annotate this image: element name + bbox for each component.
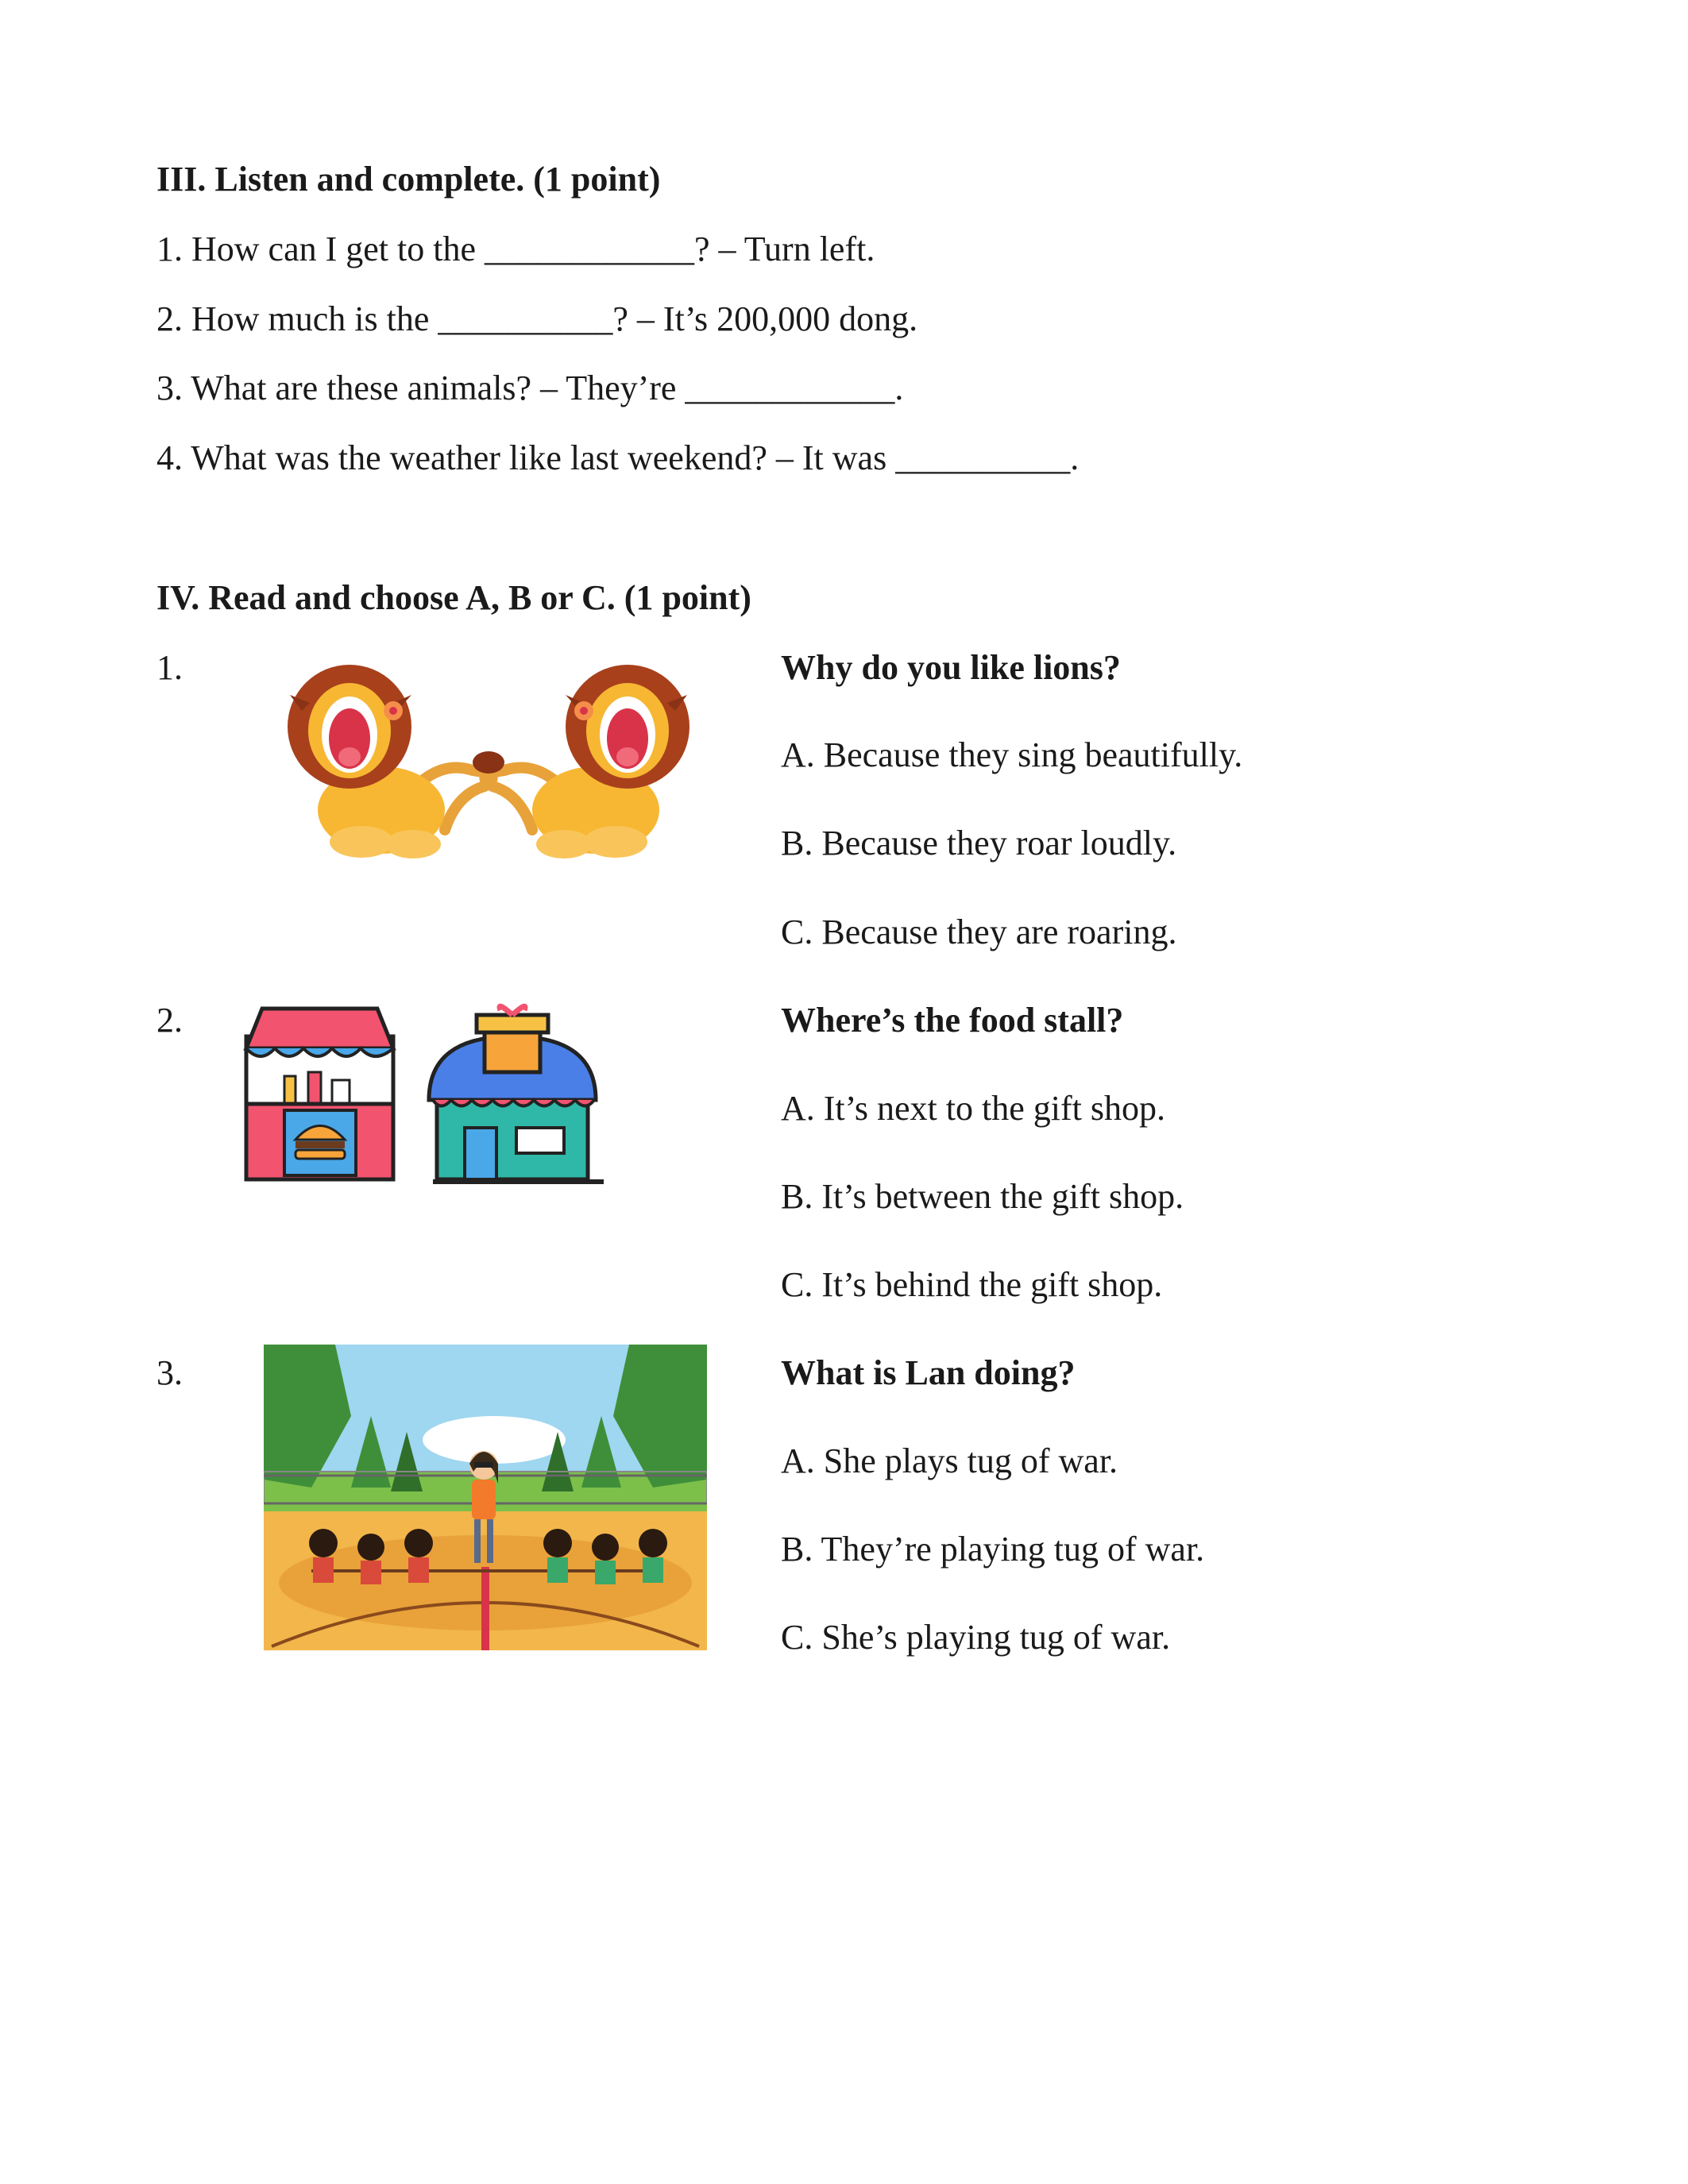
question-3-option-c[interactable]: C. She’s playing tug of war. xyxy=(781,1618,1171,1657)
question-2-option-b[interactable]: B. It’s between the gift shop. xyxy=(781,1177,1184,1216)
children-team-right xyxy=(543,1529,667,1584)
section-3-heading: III. Listen and complete. (1 point) xyxy=(156,160,661,199)
question-3-text: What is Lan doing? xyxy=(781,1353,1076,1392)
food-stall-icon xyxy=(246,1009,393,1179)
lion-left-icon xyxy=(288,665,492,859)
question-3-option-a[interactable]: A. She plays tug of war. xyxy=(781,1441,1118,1480)
gift-shop-icon xyxy=(429,1006,604,1182)
question-1-option-b[interactable]: B. Because they roar loudly. xyxy=(781,824,1177,862)
section-4-heading: IV. Read and choose A, B or C. (1 point) xyxy=(156,578,751,617)
question-2-option-a[interactable]: A. It’s next to the gift shop. xyxy=(781,1089,1165,1128)
question-2-option-c[interactable]: C. It’s behind the gift shop. xyxy=(781,1265,1163,1304)
question-1-number: 1. xyxy=(156,648,183,687)
children-team-left xyxy=(309,1529,433,1584)
tug-of-war-illustration xyxy=(264,1345,707,1650)
section-3-item-4: 4. What was the weather like last weekend? – It was __________. xyxy=(156,438,1080,477)
lion-right-icon xyxy=(485,665,689,859)
question-1-option-c[interactable]: C. Because they are roaring. xyxy=(781,913,1177,951)
section-3-item-3: 3. What are these animals? – They’re ____________. xyxy=(156,369,904,407)
lions-illustration xyxy=(286,639,691,866)
question-2-text: Where’s the food stall? xyxy=(781,1001,1124,1040)
question-3-number: 3. xyxy=(156,1353,183,1392)
question-1-option-a[interactable]: A. Because they sing beautifully. xyxy=(781,735,1243,774)
question-1-text: Why do you like lions? xyxy=(781,648,1121,687)
section-3-item-2: 2. How much is the __________? – It’s 200,000 dong. xyxy=(156,299,918,338)
question-3-option-b[interactable]: B. They’re playing tug of war. xyxy=(781,1530,1205,1569)
food-stall-and-gift-shop-illustration xyxy=(238,1001,604,1191)
question-2-number: 2. xyxy=(156,1001,183,1040)
section-3-item-1: 1. How can I get to the ____________? – Turn left. xyxy=(156,230,875,268)
